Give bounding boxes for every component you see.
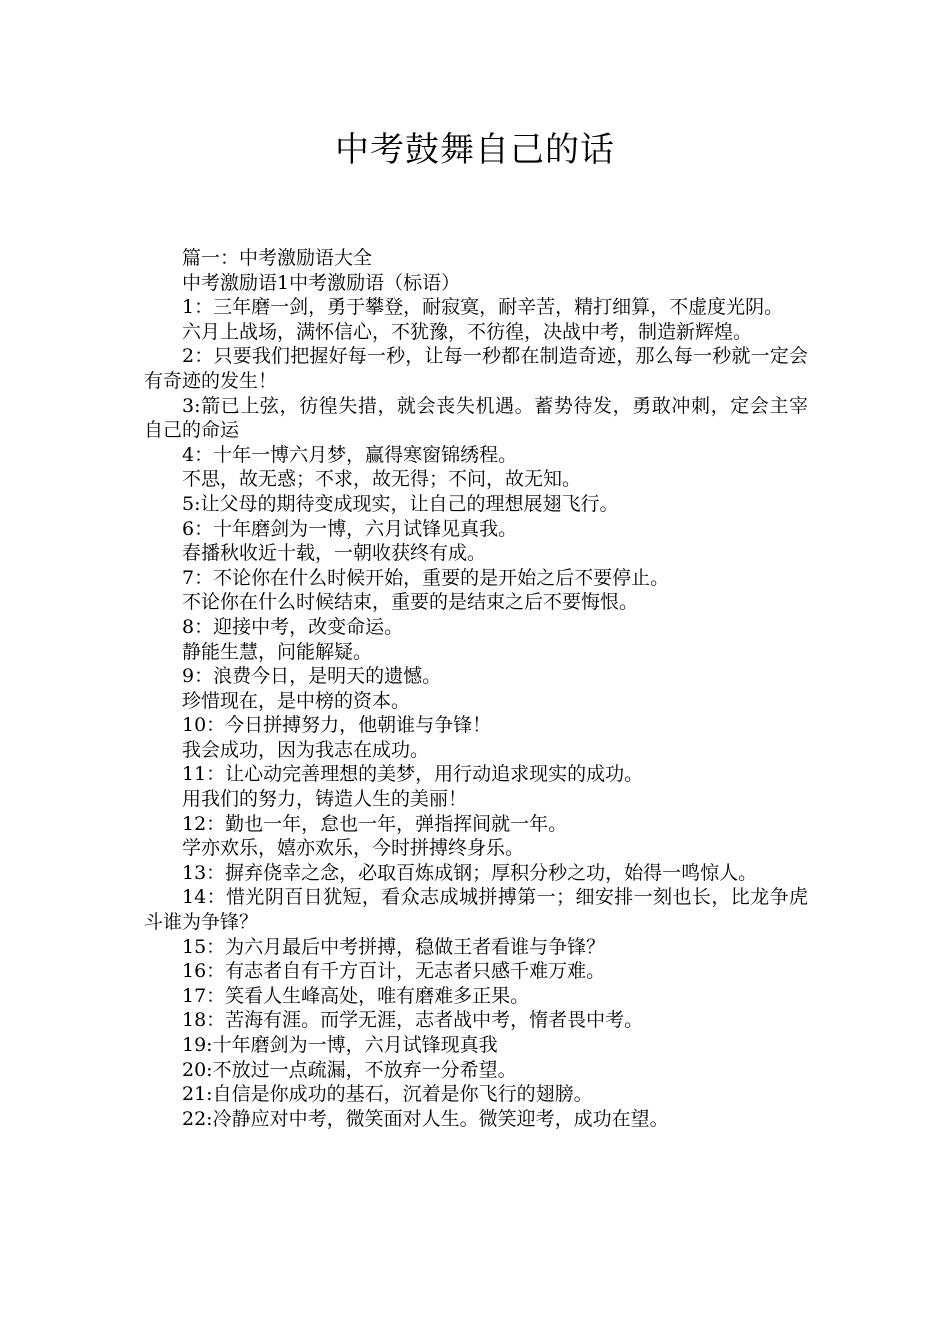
paragraph: 17：笑看人生峰高处，唯有磨难多正果。	[182, 984, 530, 1007]
paragraph: 6：十年磨剑为一博，六月试锋见真我。	[182, 517, 518, 540]
paragraph: 不论你在什么时候结束，重要的是结束之后不要悔恨。	[182, 591, 639, 614]
paragraph: 12：勤也一年，怠也一年，弹指挥间就一年。	[182, 812, 568, 835]
paragraph: 15：为六月最后中考拼搏，稳做王者看谁与争锋？	[182, 935, 606, 958]
document-title: 中考鼓舞自己的话	[335, 130, 615, 170]
paragraph: 7：不论你在什么时候开始，重要的是开始之后不要停止。	[182, 566, 670, 589]
paragraph: 篇一：中考激励语大全	[182, 247, 373, 269]
paragraph: 2：只要我们把握好每一秒，让每一秒都在制造奇迹，那么每一秒就一定会有奇迹的发生！	[144, 345, 808, 392]
paragraph: 中考激励语1中考激励语（标语）	[182, 271, 461, 294]
paragraph: 16：有志者自有千方百计，无志者只感千难万难。	[182, 960, 606, 983]
paragraph: 1：三年磨一剑，勇于攀登，耐寂寞，耐辛苦，精打细算，不虚度光阴。	[182, 296, 784, 319]
paragraph: 10：今日拼搏努力，他朝谁与争锋！	[182, 714, 492, 737]
paragraph: 20:不放过一点疏漏，不放弃一分希望。	[182, 1058, 517, 1081]
paragraph: 8：迎接中考，改变命运。	[182, 615, 404, 638]
paragraph: 18：苦海有涯。而学无涯，志者战中考，惰者畏中考。	[182, 1009, 644, 1032]
paragraph: 3:箭已上弦，彷徨失措，就会丧失机遇。蓄势待发，勇敢冲刺，定会主宰自己的命运	[144, 394, 808, 442]
paragraph: 11：让心动完善理想的美梦，用行动追求现实的成功。	[182, 763, 644, 786]
paragraph: 19:十年磨剑为一博，六月试锋现真我	[182, 1034, 498, 1056]
paragraph: 用我们的努力，铸造人生的美丽！	[182, 788, 468, 811]
paragraph: 22:冷静应对中考，微笑面对人生。微笑迎考，成功在望。	[182, 1107, 669, 1130]
document-body	[144, 246, 808, 1131]
paragraph: 六月上战场，满怀信心，不犹豫，不彷徨，决战中考，制造新辉煌。	[182, 320, 753, 343]
paragraph: 我会成功，因为我志在成功。	[182, 738, 430, 761]
paragraph: 21:自信是你成功的基石，沉着是你飞行的翅膀。	[182, 1083, 593, 1106]
paragraph: 4：十年一博六月梦，赢得寒窗锦绣程。	[182, 443, 518, 466]
paragraph: 不思，故无惑；不求，故无得；不问，故无知。	[182, 468, 582, 491]
paragraph: 9：浪费今日，是明天的遗憾。	[182, 665, 442, 688]
paragraph: 13：摒弃侥幸之念，必取百炼成钢；厚积分秒之功，始得一鸣惊人。	[182, 861, 758, 884]
paragraph: 春播秋收近十载，一朝收获终有成。	[182, 542, 487, 565]
paragraph: 14：惜光阴百日犹短，看众志成城拼搏第一；细安排一刻也长，比龙争虎斗谁为争锋？	[144, 886, 808, 934]
paragraph: 珍惜现在，是中榜的资本。	[182, 689, 411, 712]
paragraph: 静能生慧，问能解疑。	[182, 640, 373, 663]
paragraph: 5:让父母的期待变成现实，让自己的理想展翅飞行。	[182, 492, 619, 515]
paragraph: 学亦欢乐，嬉亦欢乐，今时拼搏终身乐。	[182, 837, 525, 860]
